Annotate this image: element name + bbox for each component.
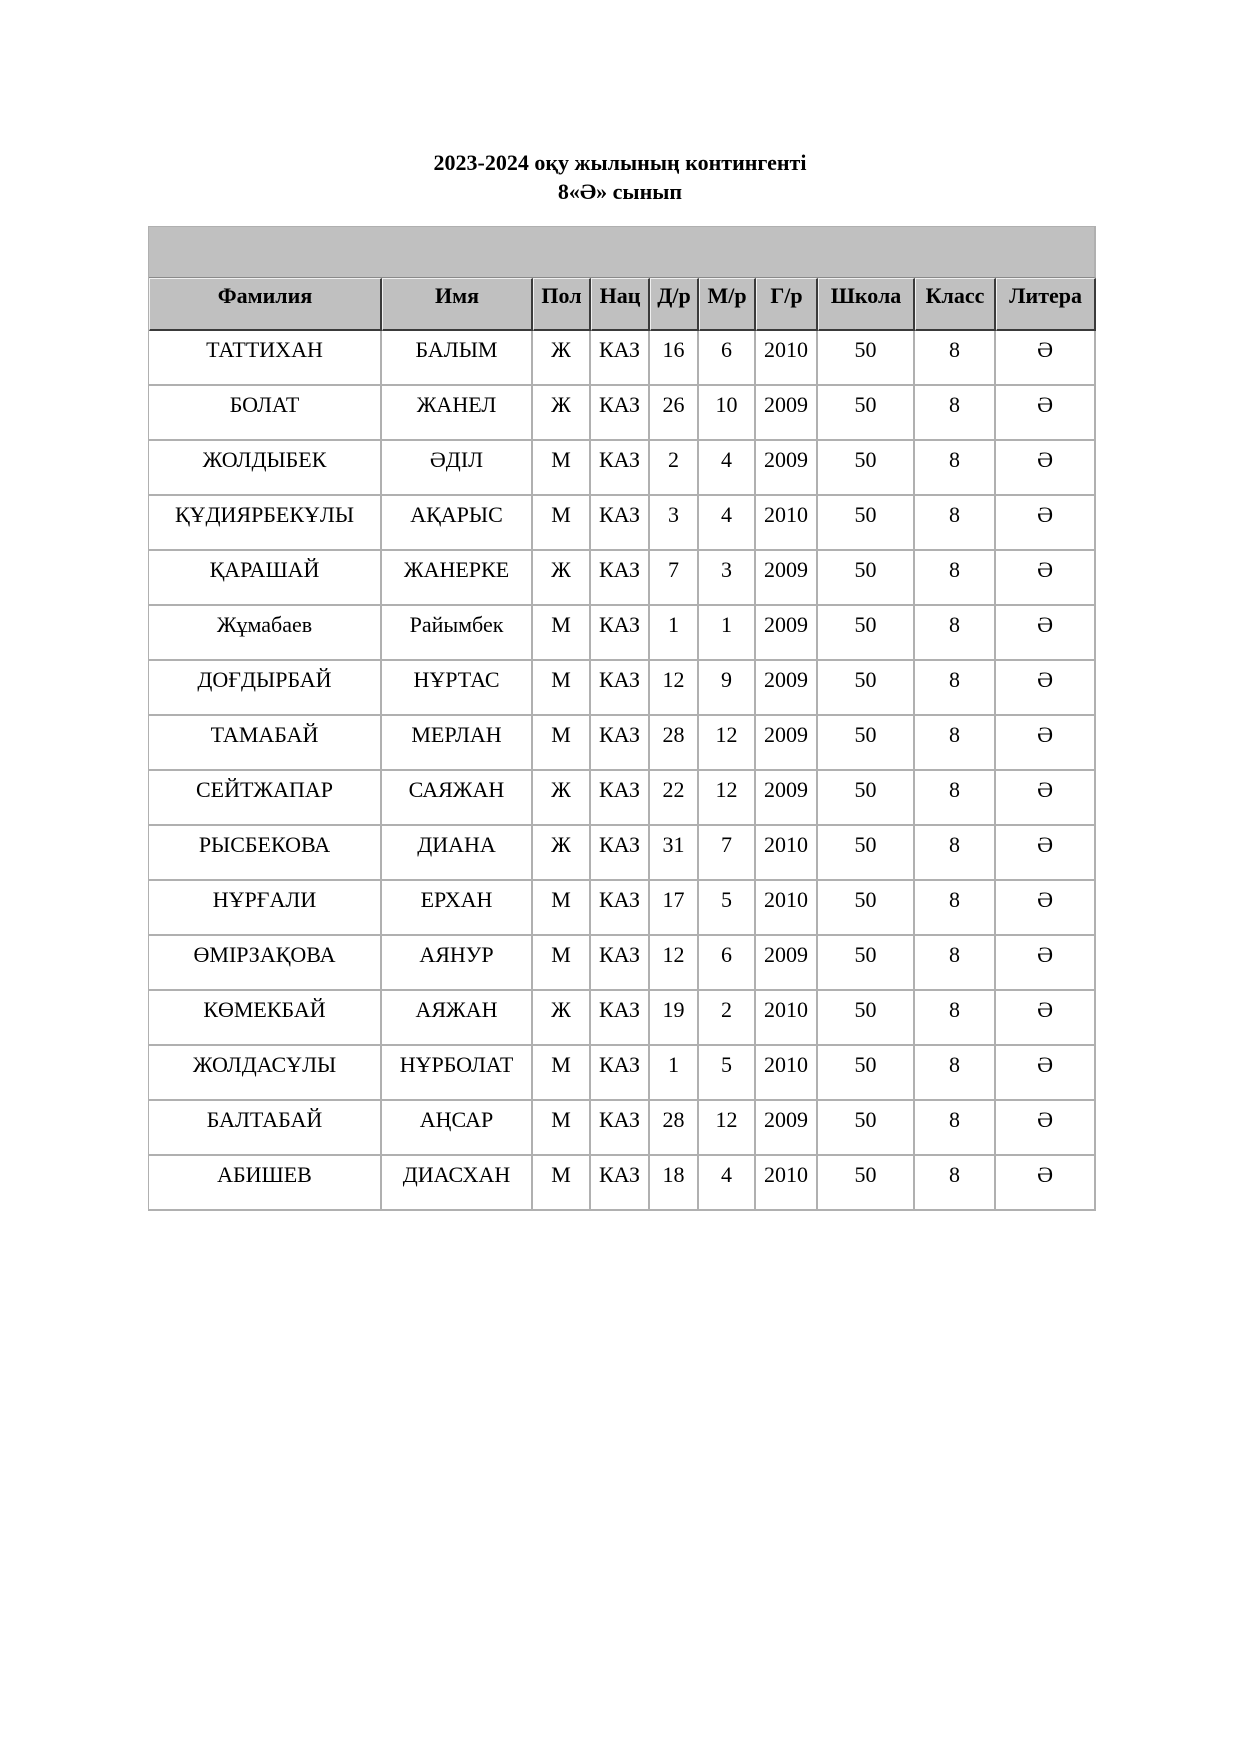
- birth-year-cell: 2010: [756, 331, 818, 386]
- gender-cell: М: [533, 1101, 591, 1156]
- letter-cell: Ә: [996, 881, 1096, 936]
- school-cell: 50: [818, 1101, 915, 1156]
- birth-day-cell: 3: [650, 496, 699, 551]
- birth-day-cell: 17: [650, 881, 699, 936]
- birth-month-cell: 1: [699, 606, 756, 661]
- title-class: 8«Ә» сынып: [557, 179, 683, 204]
- column-header-school: Школа: [818, 278, 915, 331]
- birth-day-cell: 12: [650, 661, 699, 716]
- gender-cell: М: [533, 606, 591, 661]
- column-header-birth-day: Д/р: [650, 278, 699, 331]
- birth-year-cell: 2009: [756, 661, 818, 716]
- name-cell: МЕРЛАН: [382, 716, 533, 771]
- grade-cell: 8: [915, 771, 996, 826]
- letter-cell: Ә: [996, 716, 1096, 771]
- letter-cell: Ә: [996, 661, 1096, 716]
- student-roster-table: [148, 226, 1096, 1211]
- surname-cell: ТАМАБАЙ: [149, 716, 382, 771]
- grade-cell: 8: [915, 551, 996, 606]
- birth-day-cell: 28: [650, 716, 699, 771]
- school-cell: 50: [818, 551, 915, 606]
- table-row: [149, 1046, 1096, 1101]
- grade-cell: 8: [915, 936, 996, 991]
- surname-cell: РЫСБЕКОВА: [149, 826, 382, 881]
- birth-year-cell: 2010: [756, 1156, 818, 1211]
- surname-cell: КӨМЕКБАЙ: [149, 991, 382, 1046]
- letter-cell: Ә: [996, 1156, 1096, 1211]
- nationality-cell: КАЗ: [591, 496, 650, 551]
- gender-cell: Ж: [533, 386, 591, 441]
- gender-cell: Ж: [533, 331, 591, 386]
- gender-cell: М: [533, 936, 591, 991]
- surname-cell: СЕЙТЖАПАР: [149, 771, 382, 826]
- school-cell: 50: [818, 441, 915, 496]
- gender-cell: М: [533, 881, 591, 936]
- school-cell: 50: [818, 716, 915, 771]
- table-row: [149, 496, 1096, 551]
- school-cell: 50: [818, 936, 915, 991]
- birth-year-cell: 2009: [756, 551, 818, 606]
- table-row: [149, 551, 1096, 606]
- name-cell: ЖАНЕРКЕ: [382, 551, 533, 606]
- column-header-nationality: Нац: [591, 278, 650, 331]
- grade-cell: 8: [915, 991, 996, 1046]
- birth-day-cell: 1: [650, 606, 699, 661]
- surname-cell: Жұмабаев: [149, 606, 382, 661]
- birth-month-cell: 6: [699, 936, 756, 991]
- table-header-row: [149, 278, 1096, 331]
- grade-cell: 8: [915, 386, 996, 441]
- birth-day-cell: 12: [650, 936, 699, 991]
- name-cell: АҢСАР: [382, 1101, 533, 1156]
- name-cell: Райымбек: [382, 606, 533, 661]
- birth-month-cell: 4: [699, 1156, 756, 1211]
- column-header-birth-month: М/р: [699, 278, 756, 331]
- birth-day-cell: 26: [650, 386, 699, 441]
- letter-cell: Ә: [996, 606, 1096, 661]
- letter-cell: Ә: [996, 936, 1096, 991]
- grade-cell: 8: [915, 496, 996, 551]
- gender-cell: Ж: [533, 771, 591, 826]
- birth-month-cell: 4: [699, 496, 756, 551]
- gender-cell: М: [533, 496, 591, 551]
- surname-cell: АБИШЕВ: [149, 1156, 382, 1211]
- table-banner-row: [149, 227, 1096, 278]
- column-header-birth-year: Г/р: [756, 278, 818, 331]
- school-cell: 50: [818, 1046, 915, 1101]
- name-cell: ӘДІЛ: [382, 441, 533, 496]
- column-header-gender: Пол: [533, 278, 591, 331]
- nationality-cell: КАЗ: [591, 386, 650, 441]
- birth-day-cell: 28: [650, 1101, 699, 1156]
- surname-cell: НҰРҒАЛИ: [149, 881, 382, 936]
- grade-cell: 8: [915, 1101, 996, 1156]
- nationality-cell: КАЗ: [591, 991, 650, 1046]
- birth-month-cell: 3: [699, 551, 756, 606]
- table-row: [149, 441, 1096, 496]
- grade-cell: 8: [915, 1046, 996, 1101]
- name-cell: ДИАСХАН: [382, 1156, 533, 1211]
- name-cell: НҰРТАС: [382, 661, 533, 716]
- column-header-letter: Литера: [996, 278, 1096, 331]
- gender-cell: М: [533, 716, 591, 771]
- surname-cell: ЖОЛДЫБЕК: [149, 441, 382, 496]
- table-row: [149, 771, 1096, 826]
- grade-cell: 8: [915, 826, 996, 881]
- school-cell: 50: [818, 771, 915, 826]
- school-cell: 50: [818, 496, 915, 551]
- grade-cell: 8: [915, 1156, 996, 1211]
- name-cell: ДИАНА: [382, 826, 533, 881]
- gender-cell: Ж: [533, 551, 591, 606]
- column-header-grade: Класс: [915, 278, 996, 331]
- surname-cell: ДОҒДЫРБАЙ: [149, 661, 382, 716]
- birth-year-cell: 2010: [756, 1046, 818, 1101]
- grade-cell: 8: [915, 716, 996, 771]
- school-cell: 50: [818, 881, 915, 936]
- birth-day-cell: 16: [650, 331, 699, 386]
- school-cell: 50: [818, 1156, 915, 1211]
- nationality-cell: КАЗ: [591, 881, 650, 936]
- name-cell: НҰРБОЛАТ: [382, 1046, 533, 1101]
- name-cell: САЯЖАН: [382, 771, 533, 826]
- nationality-cell: КАЗ: [591, 551, 650, 606]
- gender-cell: М: [533, 1156, 591, 1211]
- birth-month-cell: 9: [699, 661, 756, 716]
- nationality-cell: КАЗ: [591, 331, 650, 386]
- name-cell: АЯНУР: [382, 936, 533, 991]
- name-cell: БАЛЫМ: [382, 331, 533, 386]
- surname-cell: ТАТТИХАН: [149, 331, 382, 386]
- table-row: [149, 606, 1096, 661]
- birth-month-cell: 6: [699, 331, 756, 386]
- gender-cell: М: [533, 661, 591, 716]
- nationality-cell: КАЗ: [591, 441, 650, 496]
- document-title: [0, 148, 1240, 206]
- column-header-surname: Фамилия: [149, 278, 382, 331]
- birth-month-cell: 7: [699, 826, 756, 881]
- birth-month-cell: 5: [699, 881, 756, 936]
- table-row: [149, 331, 1096, 386]
- birth-month-cell: 2: [699, 991, 756, 1046]
- school-cell: 50: [818, 826, 915, 881]
- surname-cell: ЖОЛДАСҰЛЫ: [149, 1046, 382, 1101]
- table-row: [149, 936, 1096, 991]
- name-cell: ЖАНЕЛ: [382, 386, 533, 441]
- birth-day-cell: 18: [650, 1156, 699, 1211]
- gender-cell: Ж: [533, 991, 591, 1046]
- school-cell: 50: [818, 661, 915, 716]
- letter-cell: Ә: [996, 386, 1096, 441]
- letter-cell: Ә: [996, 441, 1096, 496]
- letter-cell: Ә: [996, 496, 1096, 551]
- letter-cell: Ә: [996, 1046, 1096, 1101]
- surname-cell: ҚҰДИЯРБЕКҰЛЫ: [149, 496, 382, 551]
- surname-cell: ҚАРАШАЙ: [149, 551, 382, 606]
- surname-cell: БОЛАТ: [149, 386, 382, 441]
- surname-cell: ӨМІРЗАҚОВА: [149, 936, 382, 991]
- nationality-cell: КАЗ: [591, 1156, 650, 1211]
- nationality-cell: КАЗ: [591, 826, 650, 881]
- nationality-cell: КАЗ: [591, 771, 650, 826]
- birth-month-cell: 5: [699, 1046, 756, 1101]
- grade-cell: 8: [915, 881, 996, 936]
- table-row: [149, 991, 1096, 1046]
- letter-cell: Ә: [996, 1101, 1096, 1156]
- grade-cell: 8: [915, 606, 996, 661]
- birth-month-cell: 12: [699, 716, 756, 771]
- birth-year-cell: 2009: [756, 716, 818, 771]
- table-banner: [149, 227, 1096, 278]
- school-cell: 50: [818, 331, 915, 386]
- birth-day-cell: 31: [650, 826, 699, 881]
- nationality-cell: КАЗ: [591, 1101, 650, 1156]
- surname-cell: БАЛТАБАЙ: [149, 1101, 382, 1156]
- birth-month-cell: 10: [699, 386, 756, 441]
- name-cell: АЯЖАН: [382, 991, 533, 1046]
- grade-cell: 8: [915, 331, 996, 386]
- school-cell: 50: [818, 386, 915, 441]
- name-cell: ЕРХАН: [382, 881, 533, 936]
- birth-day-cell: 1: [650, 1046, 699, 1101]
- table-row: [149, 1101, 1096, 1156]
- birth-year-cell: 2009: [756, 771, 818, 826]
- birth-year-cell: 2009: [756, 1101, 818, 1156]
- nationality-cell: КАЗ: [591, 661, 650, 716]
- table-row: [149, 881, 1096, 936]
- table-row: [149, 386, 1096, 441]
- gender-cell: Ж: [533, 826, 591, 881]
- birth-day-cell: 7: [650, 551, 699, 606]
- birth-year-cell: 2009: [756, 606, 818, 661]
- letter-cell: Ә: [996, 826, 1096, 881]
- gender-cell: М: [533, 1046, 591, 1101]
- letter-cell: Ә: [996, 551, 1096, 606]
- column-header-name: Имя: [382, 278, 533, 331]
- birth-year-cell: 2010: [756, 826, 818, 881]
- name-cell: АҚАРЫС: [382, 496, 533, 551]
- birth-month-cell: 4: [699, 441, 756, 496]
- birth-month-cell: 12: [699, 1101, 756, 1156]
- letter-cell: Ә: [996, 991, 1096, 1046]
- birth-year-cell: 2010: [756, 881, 818, 936]
- table-row: [149, 716, 1096, 771]
- school-cell: 50: [818, 991, 915, 1046]
- birth-day-cell: 19: [650, 991, 699, 1046]
- birth-year-cell: 2010: [756, 991, 818, 1046]
- nationality-cell: КАЗ: [591, 716, 650, 771]
- table-row: [149, 1156, 1096, 1211]
- school-cell: 50: [818, 606, 915, 661]
- letter-cell: Ә: [996, 771, 1096, 826]
- birth-day-cell: 2: [650, 441, 699, 496]
- birth-year-cell: 2010: [756, 496, 818, 551]
- table-body: [149, 331, 1096, 1211]
- nationality-cell: КАЗ: [591, 936, 650, 991]
- birth-year-cell: 2009: [756, 386, 818, 441]
- title-school-year: 2023-2024 оқу жылының контингенті: [433, 150, 807, 175]
- gender-cell: М: [533, 441, 591, 496]
- grade-cell: 8: [915, 441, 996, 496]
- nationality-cell: КАЗ: [591, 606, 650, 661]
- birth-year-cell: 2009: [756, 441, 818, 496]
- birth-year-cell: 2009: [756, 936, 818, 991]
- table-row: [149, 826, 1096, 881]
- nationality-cell: КАЗ: [591, 1046, 650, 1101]
- birth-month-cell: 12: [699, 771, 756, 826]
- letter-cell: Ә: [996, 331, 1096, 386]
- birth-day-cell: 22: [650, 771, 699, 826]
- table-row: [149, 661, 1096, 716]
- grade-cell: 8: [915, 661, 996, 716]
